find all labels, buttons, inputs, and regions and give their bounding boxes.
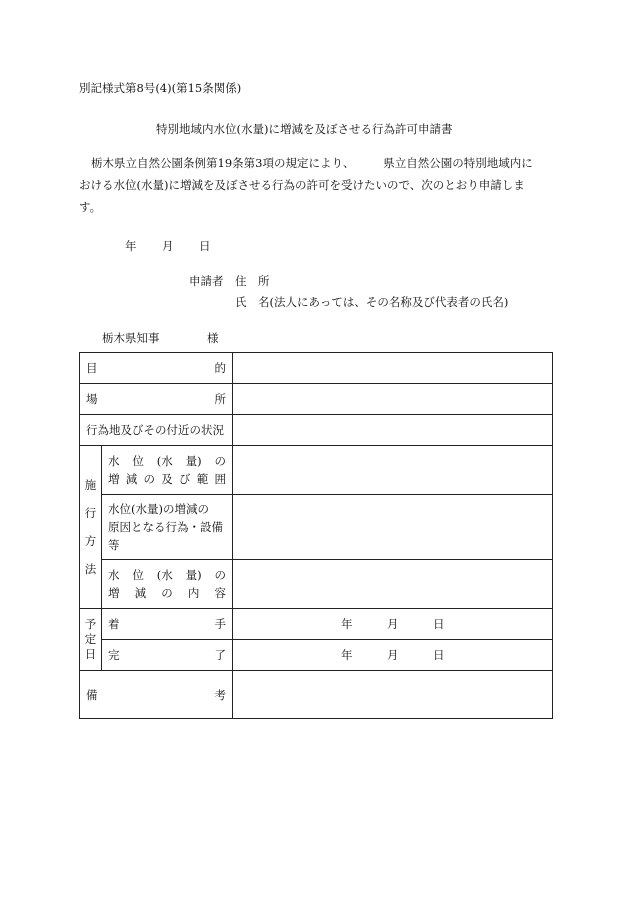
table-row bbox=[80, 671, 553, 719]
page-title: 特別地域内水位(水量)に増減を及ぼさせる行為許可申請書 bbox=[156, 122, 453, 136]
complete-year: 年 bbox=[341, 648, 353, 662]
complete-label: 完 了 bbox=[102, 640, 233, 671]
body-line: す。 bbox=[79, 200, 102, 214]
table-row bbox=[80, 415, 553, 446]
table-row bbox=[80, 640, 553, 671]
table-row bbox=[80, 384, 553, 415]
start-month: 月 bbox=[387, 617, 399, 631]
date-day-label: 日 bbox=[199, 239, 211, 253]
applicant-label: 申請者 bbox=[189, 274, 224, 288]
location-value[interactable] bbox=[233, 384, 553, 415]
schedule-header: 予 定 日 bbox=[80, 609, 102, 671]
table-row bbox=[80, 353, 553, 384]
cause-value[interactable] bbox=[233, 495, 553, 560]
site-condition-value[interactable] bbox=[233, 415, 553, 446]
body-line: 栃木県立自然公園条例第19条第3項の規定により、 県立自然公園の特別地域内に bbox=[91, 156, 533, 170]
start-year: 年 bbox=[341, 617, 353, 631]
method-header: 施 行 方 法 bbox=[80, 446, 102, 609]
body-line: おける水位(水量)に増減を及ぼさせる行為の許可を受けたいので、次のとおり申請しま bbox=[79, 178, 525, 192]
body-paragraph bbox=[79, 152, 553, 218]
purpose-label: 目 的 bbox=[80, 353, 233, 384]
complete-day: 日 bbox=[433, 648, 445, 662]
table-row bbox=[80, 560, 553, 609]
addressee-honorific: 様 bbox=[207, 331, 219, 345]
form-code: 別記様式第8号(4)(第15条関係) bbox=[79, 81, 242, 95]
range-label: 水 位 (水 量) の 増 減 の 及 び 範 囲 bbox=[102, 446, 233, 495]
range-value[interactable] bbox=[233, 446, 553, 495]
cause-label: 水位(水量)の増減の 原因となる行為・設備 等 bbox=[102, 495, 233, 560]
name-label: 氏 名(法人にあっては、その名称及び代表者の氏名) bbox=[235, 295, 509, 309]
content-label: 水 位 (水 量) の 増 減 の 内 容 bbox=[102, 560, 233, 609]
date-month-label: 月 bbox=[162, 239, 174, 253]
remarks-label: 備 考 bbox=[80, 671, 233, 719]
table-row bbox=[80, 609, 553, 640]
location-label: 場 所 bbox=[80, 384, 233, 415]
complete-date[interactable] bbox=[233, 640, 553, 671]
application-table bbox=[79, 352, 553, 719]
table-row bbox=[80, 495, 553, 560]
start-label: 着 手 bbox=[102, 609, 233, 640]
addressee-name: 栃木県知事 bbox=[102, 331, 160, 345]
start-day: 日 bbox=[433, 617, 445, 631]
table-row bbox=[80, 446, 553, 495]
date-year-label: 年 bbox=[125, 239, 137, 253]
remarks-value[interactable] bbox=[233, 671, 553, 719]
start-date[interactable] bbox=[233, 609, 553, 640]
purpose-value[interactable] bbox=[233, 353, 553, 384]
content-value[interactable] bbox=[233, 560, 553, 609]
address-label: 住 所 bbox=[235, 274, 270, 288]
site-condition-label: 行為地及びその付近の状況 bbox=[80, 415, 233, 446]
complete-month: 月 bbox=[387, 648, 399, 662]
